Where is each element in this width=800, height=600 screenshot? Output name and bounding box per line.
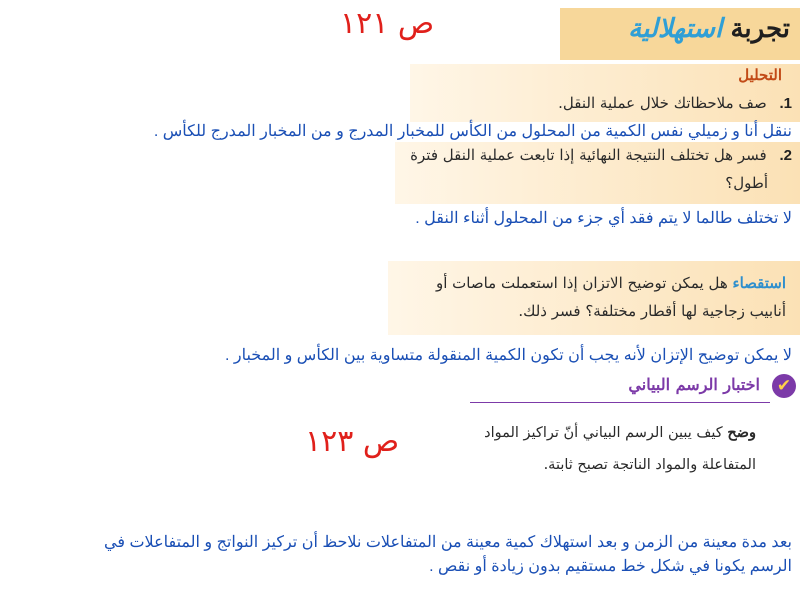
analysis-heading: التحليل <box>738 66 782 84</box>
graph-check-text-1: كيف يبين الرسم البياني أنّ تراكيز المواد <box>484 425 723 441</box>
title-main: تجربة <box>730 14 790 44</box>
page-reference-top: ص ١٢١ <box>340 6 435 41</box>
question-2-number: 2. <box>779 147 792 164</box>
question-1 <box>412 90 792 117</box>
title-sub: استهلالية <box>628 14 723 44</box>
graph-check-line2: المتفاعلة والمواد الناتجة تصبح ثابتة. <box>543 457 756 473</box>
check-icon: ✔ <box>772 374 796 398</box>
graph-answer-line1: بعد مدة معينة من الزمن و بعد استهلاك كمية معينة من المتفاعلات نلاحظ أن تركيز النواتج و المتفاعلات في <box>104 534 792 551</box>
graph-check-heading: اختبار الرسم البياني <box>628 375 760 394</box>
graph-check-line1 <box>416 420 756 446</box>
page-reference-middle: ص ١٢٣ <box>305 424 400 459</box>
question-2-line1: فسر هل تختلف النتيجة النهائية إذا تابعت عملية النقل فترة <box>410 146 767 164</box>
inquiry-line2: أنابيب زجاجية لها أقطار مختلفة؟ فسر ذلك. <box>518 302 786 320</box>
page-title <box>628 14 790 44</box>
question-2 <box>402 142 792 169</box>
graph-answer-line2: الرسم يكونا في شكل خط مستقيم بدون زيادة أو نقص . <box>429 558 792 575</box>
inquiry-text-1: هل يمكن توضيح الاتزان إذا استعملت ماصات أو <box>435 274 728 292</box>
question-1-text: صف ملاحظاتك خلال عملية النقل. <box>558 94 767 112</box>
inquiry-line1 <box>406 270 786 296</box>
answer-1: ننقل أنا و زميلي نفس الكمية من المحلول من الكأس للمخبار المدرج و من المخبار المدرج للكأس . <box>153 123 792 140</box>
explain-label: وضح <box>727 424 756 441</box>
question-1-number: 1. <box>779 95 792 112</box>
graph-check-divider <box>470 402 770 403</box>
question-2-line2: أطول؟ <box>725 174 768 192</box>
inquiry-answer: لا يمكن توضيح الإتزان لأنه يجب أن تكون الكمية المنقولة متساوية بين الكأس و المخبار . <box>224 347 792 364</box>
answer-2: لا تختلف طالما لا يتم فقد أي جزء من المحلول أثناء النقل . <box>415 210 792 227</box>
inquiry-label: استقصاء <box>732 274 786 292</box>
